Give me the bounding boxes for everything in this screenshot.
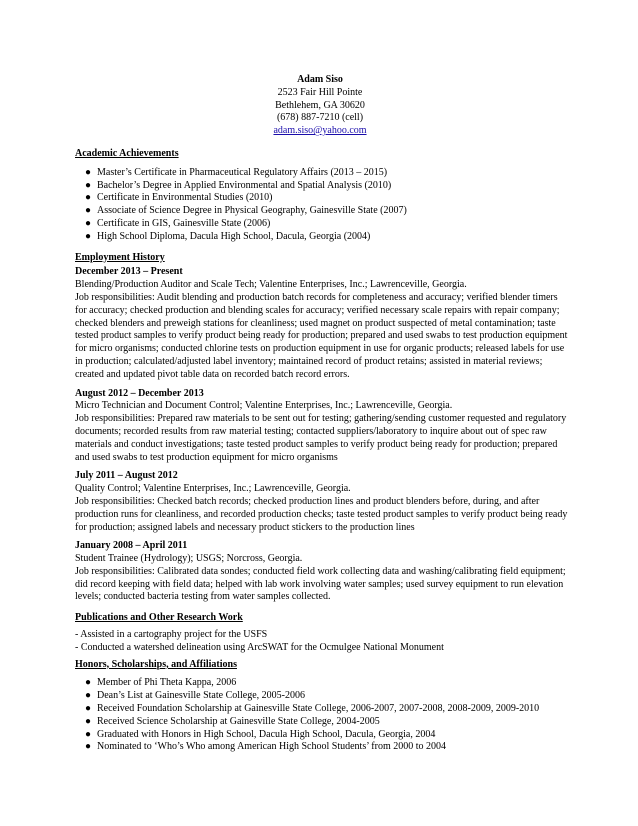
list-item: ● Bachelor’s Degree in Applied Environmental and Spatial Analysis (2010) <box>85 179 392 191</box>
job-line: Micro Technician and Document Control; Valentine Enterprises, Inc.; Lawrenceville, Georgia. <box>75 400 453 412</box>
list-item: ● Dean’s List at Gainesville State College, 2005-2006 <box>85 690 306 702</box>
bullet-icon: ● <box>85 166 92 178</box>
bullet-icon: ● <box>85 230 92 242</box>
job-entry-1 <box>75 266 568 381</box>
job-line: did record keeping with field data; helped with lab work involving water samples; used survey equipment to run elevation <box>75 578 564 590</box>
publication-line: - Assisted in a cartography project for the USFS <box>75 629 268 641</box>
list-item: ● Received Science Scholarship at Gainesville State College, 2004-2005 <box>85 715 380 727</box>
job-line: Student Trainee (Hydrology); USGS; Norcross, Georgia. <box>75 553 303 565</box>
honors-section-title: Honors, Scholarships, and Affiliations <box>75 658 237 670</box>
list-item: ● Received Foundation Scholarship at Gainesville State College, 2006-2007, 2007-2008, 2008-2009, 2009-2010 <box>85 703 540 715</box>
list-item: ● Associate of Science Degree in Physical Geography, Gainesville State (2007) <box>85 205 407 217</box>
job-date: January 2008 – April 2011 <box>75 540 188 552</box>
job-line: Quality Control; Valentine Enterprises, Inc.; Lawrenceville, Georgia. <box>75 483 351 495</box>
resume-page <box>75 74 568 754</box>
job-line: and used swabs to test production equipment for micro organisms <box>75 451 338 463</box>
job-line: for micro organisms; conducted chlorine tests on production equipment in use for organic products; released labels for use <box>75 343 565 355</box>
list-item: ● Certificate in Environmental Studies (2010) <box>85 192 273 204</box>
job-line: Job responsibilities: Audit blending and production batch records for completeness and accuracy; verified blender timers <box>75 291 558 303</box>
job-line: levels; conducted bacteria testing from water samples collected. <box>75 591 331 603</box>
employment-section-title: Employment History <box>75 251 165 263</box>
job-entry-4 <box>75 540 565 604</box>
list-item: ● High School Diploma, Dacula High School, Dacula, Georgia (2004) <box>85 230 371 242</box>
job-line: for accuracy; checked production and blending scales for accuracy; verified necessary scale repairs with repair company; <box>75 304 560 316</box>
list-item: ● Master’s Certificate in Pharmaceutical Regulatory Affairs (2013 – 2015) <box>85 166 388 178</box>
bullet-icon: ● <box>85 179 92 191</box>
job-line: Job responsibilities: Checked batch records; checked production lines and product blenders before, during, and after <box>75 495 540 507</box>
address-line-1: 2523 Fair Hill Pointe <box>277 86 363 98</box>
job-line: materials and conduct investigations; taste tested product samples to verify product being ready for production; prepared <box>75 438 558 450</box>
job-date: August 2012 – December 2013 <box>75 387 204 399</box>
job-line: production runs for cleanliness, and recorded production checks; taste tested product samples to verify product being ready <box>75 508 568 520</box>
bullet-icon: ● <box>85 703 92 715</box>
publication-line: - Conducted a watershed delineation using ArcSWAT for the Ocmulgee National Monument <box>75 641 444 653</box>
job-line: Job responsibilities: Prepared raw materials to be sent out for testing; gathering/sending customer requested and regulatory <box>75 413 567 425</box>
bullet-icon: ● <box>85 677 92 689</box>
list-item: ● Graduated with Honors in High School, Dacula High School, Dacula, Georgia, 2004 <box>85 728 436 740</box>
job-date: December 2013 – Present <box>75 266 183 278</box>
bullet-icon: ● <box>85 741 92 753</box>
list-item: ● Member of Phi Theta Kappa, 2006 <box>85 677 237 689</box>
job-line: Job responsibilities: Calibrated data sondes; conducted field work collecting data and washing/calibrating field equipment; <box>75 565 566 577</box>
job-entry-3 <box>75 470 568 534</box>
job-line: in production; calculated/adjusted label inventory; maintained record of product retains; assisted in material reviews; <box>75 355 543 367</box>
job-line: Blending/Production Auditor and Scale Tech; Valentine Enterprises, Inc.; Lawrenceville, Georgia. <box>75 279 467 291</box>
bullet-icon: ● <box>85 715 92 727</box>
bullet-icon: ● <box>85 192 92 204</box>
email-link[interactable]: adam.siso@yahoo.com <box>273 125 367 137</box>
job-line: created and updated pivot table data on recorded batch record errors. <box>75 368 350 380</box>
contact-header <box>75 74 565 138</box>
job-line: documents; recorded results from raw material testing; contacted suppliers/laboratory to inquire about out of spec raw <box>75 425 547 437</box>
job-entry-2 <box>75 388 565 465</box>
bullet-icon: ● <box>85 205 92 217</box>
job-date: July 2011 – August 2012 <box>75 470 178 482</box>
list-item: ● Certificate in GIS, Gainesville State (2006) <box>85 217 271 229</box>
academic-section-title: Academic Achievements <box>75 147 179 159</box>
bullet-icon: ● <box>85 690 92 702</box>
list-item: ● Nominated to ‘Who’s Who among American High School Students’ from 2000 to 2004 <box>85 741 447 753</box>
bullet-icon: ● <box>85 728 92 740</box>
phone-line: (678) 887-7210 (cell) <box>276 112 364 124</box>
publications-section-title: Publications and Other Research Work <box>75 612 243 624</box>
job-line: checked blenders and preweigh stations for cleanliness; used magnet on product suspected of metal contamination; taste <box>75 317 556 329</box>
academic-list <box>75 167 565 244</box>
job-line: tested product samples to verify product being ready for production; prepared and used swabs to test production equipment <box>75 330 568 342</box>
bullet-icon: ● <box>85 217 92 229</box>
name-heading: Adam Siso <box>297 74 343 85</box>
address-line-2: Bethlehem, GA 30620 <box>275 99 365 111</box>
job-line: for production; assigned labels and necessary product stickers to the production lines <box>75 521 415 533</box>
honors-list <box>75 677 565 754</box>
